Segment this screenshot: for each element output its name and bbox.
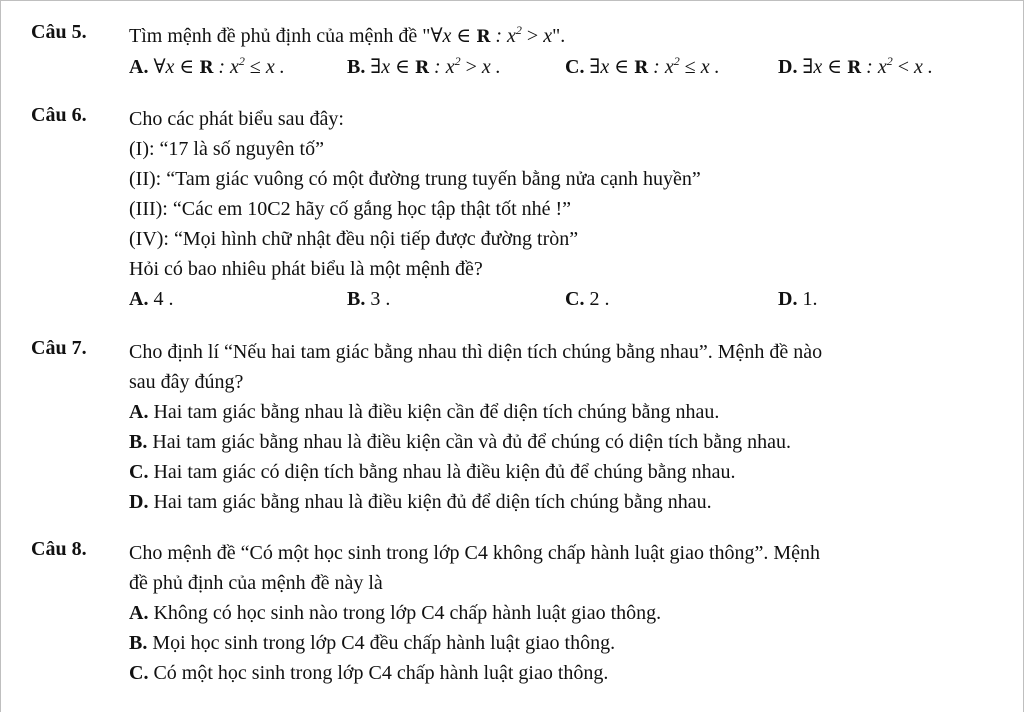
- question-7-label: Câu 7.: [31, 337, 87, 359]
- option-8a[interactable]: A. Không có học sinh nào trong lớp C4 chấp hành luật giao thông.: [129, 602, 662, 624]
- question-7: [31, 337, 1003, 517]
- statement-3: (III): “Các em 10C2 hãy cố gắng học tập thật tốt nhé !”: [129, 198, 572, 220]
- option-7a[interactable]: A. Hai tam giác bằng nhau là điều kiện cần để diện tích chúng bằng nhau.: [129, 401, 720, 423]
- question-8: [31, 538, 1003, 688]
- question-5: [31, 21, 1003, 83]
- question-6-label: Câu 6.: [31, 104, 87, 126]
- question-6-intro: Cho các phát biểu sau đây:: [129, 108, 344, 130]
- option-5b[interactable]: B. ∃x ∈ R : $x^2 > x$ .: [347, 54, 501, 78]
- option-5d[interactable]: D. ∃x ∈ R : $x^2 < x$ .: [778, 54, 933, 78]
- option-8b[interactable]: B. Mọi học sinh trong lớp C4 đều chấp hành luật giao thông.: [129, 632, 616, 654]
- question-5-text-post: ".: [552, 25, 566, 47]
- question-5-label: Câu 5.: [31, 21, 87, 43]
- statement-2: (II): “Tam giác vuông có một đường trung tuyến bằng nửa cạnh huyền”: [129, 168, 701, 190]
- option-6b[interactable]: B. 3 .: [347, 288, 391, 310]
- question-7-stem-line-1: Cho định lí “Nếu hai tam giác bằng nhau thì diện tích chúng bằng nhau”. Mệnh đề nào: [129, 341, 823, 363]
- option-7b[interactable]: B. Hai tam giác bằng nhau là điều kiện cần và đủ để chúng có diện tích bằng nhau.: [129, 431, 792, 453]
- question-5-formula: ∀x ∈ R : $x^2 > x$: [430, 23, 553, 47]
- question-6-options: [129, 284, 1003, 314]
- statement-4: (IV): “Mọi hình chữ nhật đều nội tiếp được đường tròn”: [129, 228, 579, 250]
- question-7-stem-line-2: sau đây đúng?: [129, 371, 244, 393]
- question-8-label: Câu 8.: [31, 538, 87, 560]
- option-7c[interactable]: C. Hai tam giác có diện tích bằng nhau là điều kiện đủ để chúng bằng nhau.: [129, 461, 736, 483]
- question-5-options: [129, 52, 1003, 83]
- question-5-text-pre: Tìm mệnh đề phủ định của mệnh đề ": [129, 25, 431, 47]
- option-6c[interactable]: C. 2 .: [565, 288, 610, 310]
- option-8c[interactable]: C. Có một học sinh trong lớp C4 chấp hành luật giao thông.: [129, 662, 609, 684]
- option-5c[interactable]: C. ∃x ∈ R : $x^2 \le x$ .: [565, 54, 720, 78]
- option-6a[interactable]: A. 4 .: [129, 288, 174, 310]
- question-6: [31, 104, 1003, 314]
- option-5a[interactable]: A. ∀x ∈ R : $x^2 \le x$ .: [129, 54, 285, 78]
- question-5-stem: [129, 21, 1003, 52]
- question-8-stem-line-1: Cho mệnh đề “Có một học sinh trong lớp C4 không chấp hành luật giao thông”. Mệnh: [129, 542, 821, 564]
- question-6-question: Hỏi có bao nhiêu phát biểu là một mệnh đề?: [129, 258, 483, 280]
- statement-1: (I): “17 là số nguyên tố”: [129, 138, 324, 160]
- option-7d[interactable]: D. Hai tam giác bằng nhau là điều kiện đủ để diện tích chúng bằng nhau.: [129, 491, 712, 513]
- option-6d[interactable]: D. 1.: [778, 288, 818, 310]
- question-8-stem-line-2: đề phủ định của mệnh đề này là: [129, 572, 383, 594]
